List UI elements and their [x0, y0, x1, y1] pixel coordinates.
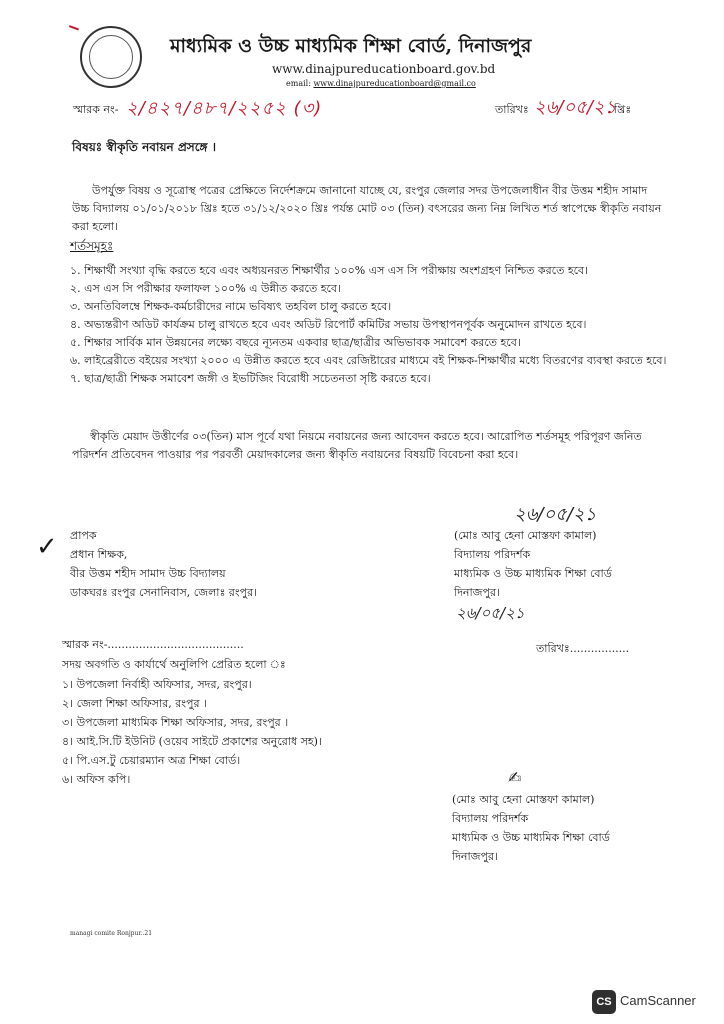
body-paragraph-2: স্বীকৃতি মেয়াদ উত্তীর্ণের ০৩(তিন) মাস পূর্বে যথা নিয়মে নবায়নের জন্য আবেদন করতে হবে। আরোপিত শর্তসমূহ পরিপূরণ জনিত পরিদর্শন প্রতিবেদন পাওয়ার পর পরবর্তী মেয়াদকালের জন্য স্বীকৃতি নবায়নের বিষয়টি বিবেচনা করা হবে।: [72, 430, 642, 461]
signature-handwritten-2: ২৬/০৫/২১: [456, 604, 525, 622]
conditions-list: [70, 262, 670, 388]
recipient-label: প্রাপক: [70, 529, 97, 542]
condition-item: ৪. অভ্যন্তরীণ অডিট কার্যক্রম চালু রাখতে হবে এবং অডিট রিপোর্ট কমিটির সভায় উপস্থাপনপূর্বক অনুমোদন রাখতে হবে।: [70, 318, 587, 331]
signature-block-2: [452, 790, 610, 866]
signer-name: (মোঃ আবু হেনা মোস্তফা কামাল): [454, 529, 597, 542]
email-label: email:: [286, 79, 311, 88]
condition-item: ১. শিক্ষার্থী সংখ্যা বৃদ্ধি করতে হবে এবং অধ্যয়নরত শিক্ষার্থীর ১০০% এস এস সি পরীক্ষায় অংশগ্রহণ নিশ্চিত করতে হবে।: [70, 264, 589, 277]
memo-number-label: স্মারক নং-: [73, 103, 119, 116]
signer-org: মাধ্যমিক ও উচ্চ মাধ্যমিক শিক্ষা বোর্ড: [454, 567, 612, 580]
copy-date-label: তারিখঃ.................: [536, 642, 630, 655]
board-name-heading: মাধ্যমিক ও উচ্চ মাধ্যমিক শিক্ষা বোর্ড, দিনাজপুর: [170, 35, 532, 57]
camscanner-watermark: CamScanner: [620, 993, 696, 1008]
date-handwritten: ২৬/০৫/২১: [534, 97, 617, 118]
recipient-line-2: বীর উত্তম শহীদ সামাদ উচ্চ বিদ্যালয়: [70, 567, 226, 580]
website-url: www.dinajpureducationboard.gov.bd: [272, 62, 496, 76]
signer-title: বিদ্যালয় পরিদর্শক: [452, 812, 529, 825]
signer-title: বিদ্যালয় পরিদর্শক: [454, 548, 531, 561]
recipient-block: [70, 526, 257, 602]
subject-line: বিষয়ঃ স্বীকৃতি নবায়ন প্রসঙ্গে ।: [72, 140, 216, 154]
recipient-line-3: ডাকঘরঃ রংপুর সেনানিবাস, জেলাঃ রংপুর।: [70, 586, 258, 599]
board-seal-logo: [80, 26, 142, 88]
signer-name: (মোঃ আবু হেনা মোস্তফা কামাল): [452, 793, 595, 806]
copy-item: ৫। পি.এস.টু চেয়ারম্যান অত্র শিক্ষা বোর্ড।: [62, 754, 241, 767]
copy-item: ৪। আই.সি.টি ইউনিট (ওয়েব সাইটে প্রকাশের অনুরোধ সহ)।: [62, 735, 322, 748]
copy-list: [62, 675, 322, 789]
condition-item: ৭. ছাত্র/ছাত্রী শিক্ষক সমাবেশ জঙ্গী ও ইভটিজিং বিরোধী সচেতনতা সৃষ্টি করতে হবে।: [70, 372, 431, 385]
footer-file-note: managi comite Ronjpur..21: [70, 930, 153, 937]
signature-block-1: [454, 526, 612, 602]
email-line: [286, 79, 476, 88]
condition-item: ৩. অনতিবিলম্বে শিক্ষক-কর্মচারীদের নামে ভবিষ্যৎ তহবিল চালু করতে হবে।: [70, 300, 392, 313]
camscanner-logo-icon: CS: [592, 990, 616, 1014]
body-paragraph-1: উপর্যুক্ত বিষয় ও সূত্রোস্থ পত্রের প্রেক্ষিতে নির্দেশক্রমে জানানো যাচ্ছে যে, রংপুর জেলার সদর উপজেলাধীন বীর উত্তম শহীদ সামাদ উচ্চ বিদ্যালয় ০১/০১/২০১৮ খ্রিঃ হতে ৩১/১২/২০২০ খ্রিঃ পর্যন্ত মোট ০৩ (তিন) বৎসরের জন্য নিম্ন লিখিত শর্ত স্বাপেক্ষে স্বীকৃতি নবায়ন করা হলো।: [72, 184, 662, 233]
copy-item: ২। জেলা শিক্ষা অফিসার, রংপুর ।: [62, 697, 207, 710]
signature-handwritten-3: ✍: [508, 768, 522, 787]
condition-item: ২. এস এস সি পরীক্ষার ফলাফল ১০০% এ উন্নীত করতে হবে।: [70, 282, 341, 295]
copy-item: ৩। উপজেলা মাধ্যমিক শিক্ষা অফিসার, সদর, রংপুর ।: [62, 716, 289, 729]
recipient-line-1: প্রধান শিক্ষক,: [70, 548, 128, 561]
memo-number-handwritten: ২/৪২৭/৪৮৭/২২৫২ (৩): [126, 98, 323, 119]
signer-org: মাধ্যমিক ও উচ্চ মাধ্যমিক শিক্ষা বোর্ড: [452, 831, 610, 844]
copy-memo-label: স্মারক নং-.......................................: [62, 638, 244, 651]
email-value: www.dinajpureducationboard@gmail.co: [313, 79, 476, 88]
check-mark-icon: ✓: [36, 532, 58, 562]
red-ink-mark: [69, 20, 81, 31]
signer-city: দিনাজপুর।: [452, 850, 498, 863]
condition-item: ৬. লাইব্রেরীতে বইয়ের সংখ্যা ২০০০ এ উন্নীত করতে হবে এবং রেজিষ্টারের মাধ্যমে বই শিক্ষক-শিক্ষার্থীর মধ্যে বিতরণের ব্যবস্থা করতে হবে।: [70, 354, 667, 367]
signer-city: দিনাজপুর।: [454, 586, 500, 599]
copy-item: ১। উপজেলা নির্বাহী অফিসার, সদর, রংপুর।: [62, 678, 252, 691]
date-label: তারিখঃ: [495, 103, 529, 116]
copy-heading: সদয় অবগতি ও কার্যার্থে অনুলিপি প্রেরিত হলো ঃ: [62, 658, 286, 671]
seal-inner-ring: [89, 35, 133, 79]
signature-handwritten-1: ২৬/০৫/২১: [514, 504, 597, 525]
date-suffix: খ্রিঃ: [614, 103, 632, 116]
conditions-heading: শর্তসমূহঃ: [70, 239, 114, 253]
copy-item: ৬। অফিস কপি।: [62, 773, 131, 786]
condition-item: ৫. শিক্ষার সার্বিক মান উন্নয়নের লক্ষ্যে বছরে ন্যূনতম একবার ছাত্র/ছাত্রীর অভিভাবক সমাবেশ করতে হবে।: [70, 336, 521, 349]
